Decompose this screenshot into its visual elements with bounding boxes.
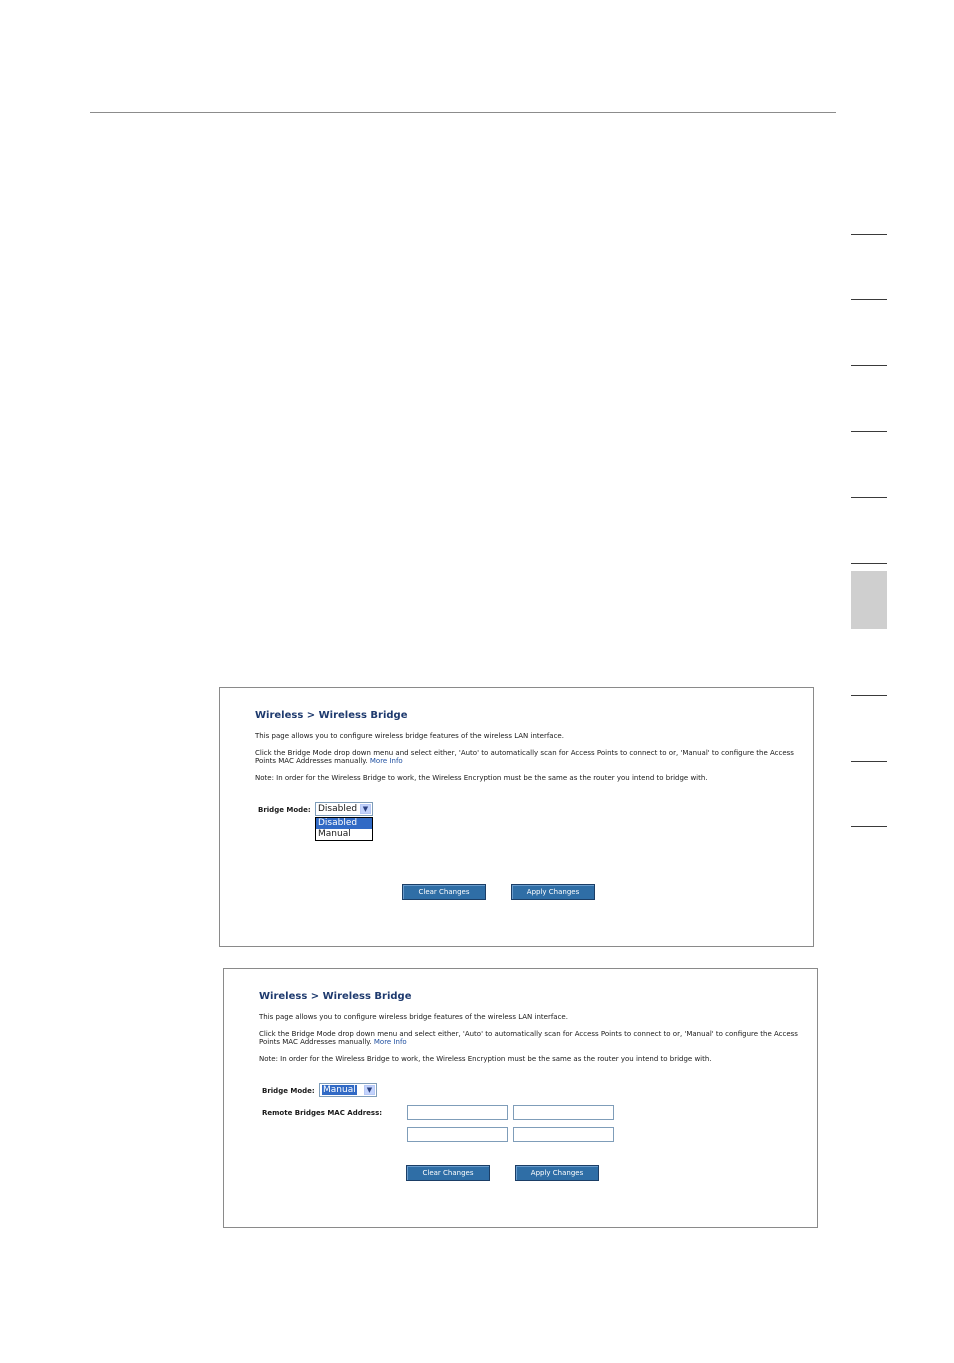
bridge-mode-dropdown[interactable] (315, 817, 373, 841)
bridge-mode-select[interactable] (315, 802, 373, 816)
mac-address-field-2[interactable] (513, 1105, 614, 1120)
chevron-down-icon[interactable]: ▼ (364, 1085, 375, 1095)
intro-text: This page allows you to configure wireless bridge features of the wireless LAN interface. (259, 1013, 568, 1021)
apply-changes-button[interactable]: Apply Changes (511, 884, 595, 900)
section-tab-active (851, 571, 887, 629)
bridge-mode-label: Bridge Mode: (258, 806, 311, 814)
section-tab-5 (851, 497, 887, 498)
header-rule (90, 112, 836, 113)
more-info-link[interactable]: More Info (369, 757, 403, 765)
instructions-text (255, 749, 795, 765)
note-text: Note: In order for the Wireless Bridge to work, the Wireless Encryption must be the same as the router you intend to bridge with. (255, 774, 708, 782)
bridge-mode-value: Manual (323, 1085, 356, 1095)
option-manual[interactable]: Manual (318, 829, 351, 839)
section-tab-2 (851, 299, 887, 300)
bridge-mode-label: Bridge Mode: (262, 1087, 315, 1095)
section-tab-7 (851, 695, 887, 696)
wireless-bridge-panel-disabled (219, 687, 814, 947)
instructions-body: Click the Bridge Mode drop down menu and select either, 'Auto' to automatically scan for Access Points to connect to or, 'Manual' to configure the Access Points MAC Addresses manually. (255, 749, 794, 765)
page-title: Wireless > Wireless Bridge (259, 991, 412, 1002)
bridge-mode-select[interactable] (319, 1083, 377, 1097)
instructions-body: Click the Bridge Mode drop down menu and select either, 'Auto' to automatically scan for Access Points to connect to or, 'Manual' to configure the Access Points MAC Addresses manually. (259, 1030, 798, 1046)
apply-changes-button[interactable]: Apply Changes (515, 1165, 599, 1181)
instructions-text (259, 1030, 799, 1046)
more-info-link[interactable]: More Info (373, 1038, 407, 1046)
option-disabled[interactable]: Disabled (316, 818, 372, 829)
section-tab-1 (851, 234, 887, 235)
section-tab-6 (851, 563, 887, 564)
remote-mac-label: Remote Bridges MAC Address: (262, 1109, 383, 1117)
wireless-bridge-panel-manual (223, 968, 818, 1228)
page-title: Wireless > Wireless Bridge (255, 710, 408, 721)
note-text: Note: In order for the Wireless Bridge to work, the Wireless Encryption must be the same as the router you intend to bridge with. (259, 1055, 712, 1063)
intro-text: This page allows you to configure wireless bridge features of the wireless LAN interface. (255, 732, 564, 740)
section-tab-4 (851, 431, 887, 432)
section-tab-8 (851, 761, 887, 762)
chevron-down-icon[interactable]: ▼ (360, 804, 371, 814)
clear-changes-button[interactable]: Clear Changes (402, 884, 486, 900)
mac-address-field-3[interactable] (407, 1127, 508, 1142)
section-tab-3 (851, 365, 887, 366)
clear-changes-button[interactable]: Clear Changes (406, 1165, 490, 1181)
bridge-mode-value: Disabled (318, 804, 358, 814)
mac-address-field-1[interactable] (407, 1105, 508, 1120)
section-tab-9 (851, 826, 887, 827)
mac-address-field-4[interactable] (513, 1127, 614, 1142)
